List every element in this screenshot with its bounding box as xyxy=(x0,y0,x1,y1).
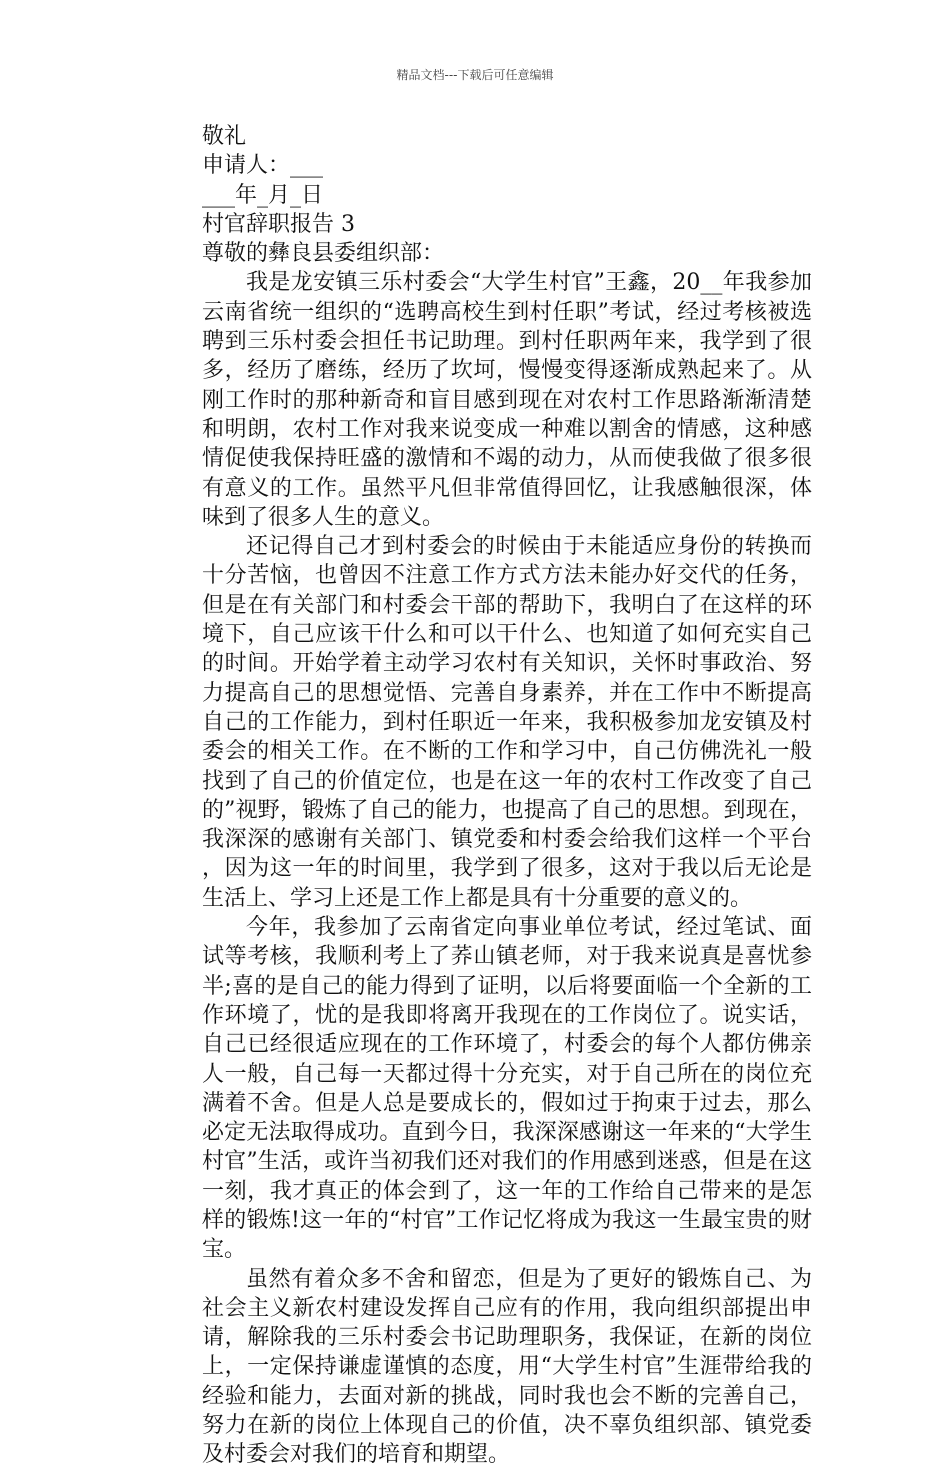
paragraph-4: 虽然有着众多不舍和留恋，但是为了更好的锻炼自己、为社会主义新农村建设发挥自己应有的作用，我向组织部提出申请，解除我的三乐村委会书记助理职务，我保证，在新的岗位上，一定保持谦虚谨慎的态度，用“大学生村官”生涯带给我的经验和能力，去面对新的挑战，同时我也会不断的完善自己，努力在新的岗位上体现自己的价值，决不辜负组织部、镇党委及村委会对我们的培育和期望。 xyxy=(202,1266,812,1468)
document-title: 村官辞职报告 3 xyxy=(202,211,355,237)
paragraph-2: 还记得自己才到村委会的时候由于未能适应身份的转换而十分苦恼，也曾因不注意工作方式方法未能办好交代的任务，但是在有关部门和村委会干部的帮助下，我明白了在这样的环境下，自己应该干什么和可以干什么、也知道了如何充实自己的时间。开始学着主动学习农村有关知识，关怀时事政治、努力提高自己的思想觉悟、完善自身素养，并在工作中不断提高自己的工作能力，到村任职近一年来，我积极参加龙安镇及村委会的相关工作。在不断的工作和学习中，自己仿佛洗礼一般找到了自己的价值定位，也是在这一年的农村工作改变了自己的”视野，锻炼了自己的能力，也提高了自己的思想。到现在，我深深的感谢有关部门、镇党委和村委会给我们这样一个平台，因为这一年的时间里，我学到了很多，这对于我以后无论是生活上、学习上还是工作上都是具有十分重要的意义的。 xyxy=(202,534,812,911)
document-body xyxy=(202,122,812,1470)
paragraph-3: 今年，我参加了云南省定向事业单位考试，经过笔试、面试等考核，我顺利考上了荞山镇老师，对于我来说真是喜忧参半;喜的是自己的能力得到了证明，以后将要面临一个全新的工作环境了，忧的是我即将离开我现在的工作岗位了。说实话，自己已经很适应现在的工作环境了，村委会的每个人都仿佛亲人一般，自己每一天都过得十分充实，对于自己所在的岗位充满着不舍。但是人总是要成长的，假如过于拘束于过去，那么必定无法取得成功。直到今日，我深深感谢这一年来的“大学生村官”生活，或许当初我们还对我们的作用感到迷惑，但是在这一刻，我才真正的体会到了，这一年的工作给自己带来的是怎样的锻炼!这一年的“村官”工作记忆将成为我这一生最宝贵的财宝。 xyxy=(202,915,812,1263)
date-line: ___年_月_日 xyxy=(202,182,324,208)
greeting: 尊敬的彝良县委组织部： xyxy=(202,241,445,267)
page-header: 精品文档---下载后可任意编辑 xyxy=(396,68,554,82)
paragraph-1: 我是龙安镇三乐村委会“大学生村官”王鑫，20__年我参加云南省统一组织的“选聘高校生到村任职”考试，经过考核被选聘到三乐村委会担任书记助理。到村任职两年来，我学到了很多，经历了磨练，经历了坎坷，慢慢变得逐渐成熟起来了。从刚工作时的那种新奇和盲目感到现在对农村工作思路渐渐清楚和明朗，农村工作对我来说变成一种难以割舍的情感，这种感情促使我保持旺盛的激情和不竭的动力，从而使我做了很多很有意义的工作。虽然平凡但非常值得回忆，让我感触很深，体味到了很多人生的意义。 xyxy=(202,270,812,530)
closing-salutation: 敬礼 xyxy=(202,124,247,149)
applicant-line: 申请人：___ xyxy=(202,153,324,179)
